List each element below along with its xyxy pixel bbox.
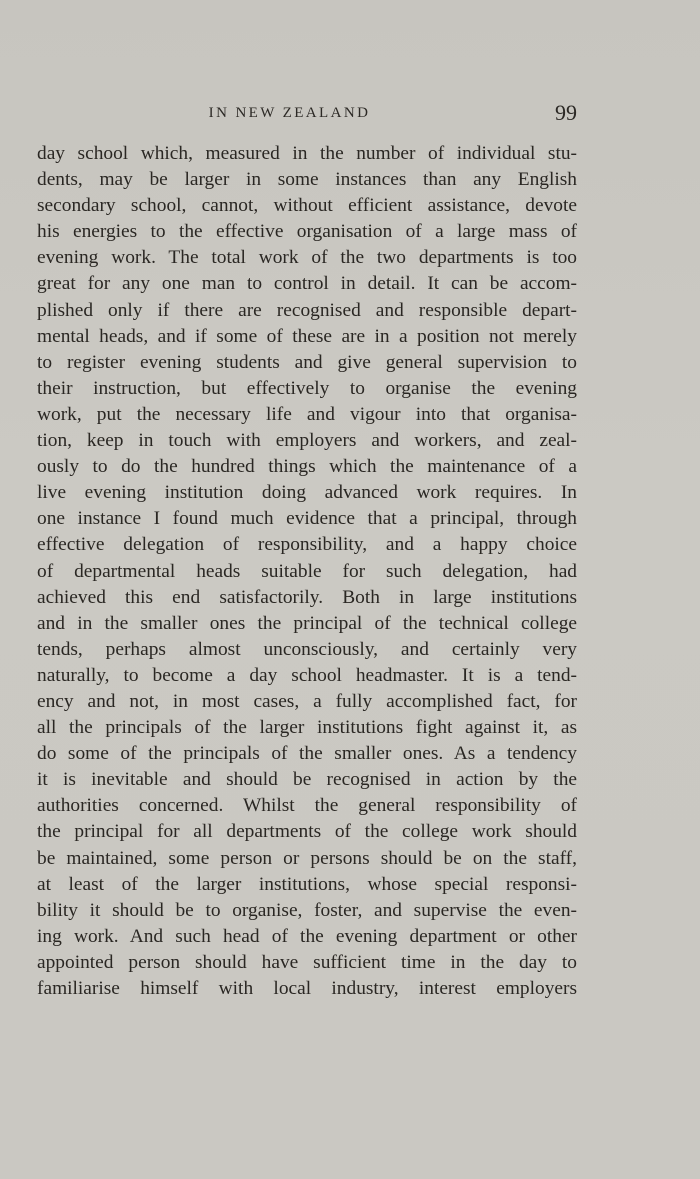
text-line: and in the smaller ones the principal of the technical college (37, 612, 577, 634)
text-line: plished only if there are recognised and responsible depart- (37, 299, 577, 321)
text-line: dents, may be larger in some instances than any English (37, 169, 577, 191)
text-line: naturally, to become a day school headmaster. It is a tend- (37, 664, 577, 686)
text-line: of departmental heads suitable for such delegation, had (37, 560, 577, 582)
text-line: be maintained, some person or persons should be on the staff, (37, 847, 577, 869)
text-line: secondary school, cannot, without efficient assistance, devote (37, 195, 577, 217)
running-title: IN NEW ZEALAND (208, 105, 371, 121)
text-line: achieved this end satisfactorily. Both in large institutions (37, 586, 577, 608)
text-line: bility it should be to organise, foster, and supervise the even- (37, 899, 577, 921)
text-line: the principal for all departments of the college work should (37, 821, 577, 843)
text-line: it is inevitable and should be recognised in action by the (37, 769, 577, 791)
text-line: ency and not, in most cases, a fully accomplished fact, for (37, 690, 577, 712)
text-line: tends, perhaps almost unconsciously, and certainly very (37, 638, 577, 660)
text-line: his energies to the effective organisation of a large mass of (37, 221, 577, 243)
text-line: appointed person should have sufficient time in the day to (37, 951, 577, 973)
text-line: evening work. The total work of the two departments is too (37, 247, 577, 269)
body-text (37, 141, 577, 1002)
text-line: one instance I found much evidence that a principal, through (37, 508, 577, 530)
text-line: ously to do the hundred things which the maintenance of a (37, 456, 577, 478)
text-line: to register evening students and give general supervision to (37, 351, 577, 373)
text-line: effective delegation of responsibility, and a happy choice (37, 534, 577, 556)
text-line: mental heads, and if some of these are in a position not merely (37, 325, 577, 347)
text-line: tion, keep in touch with employers and workers, and zeal- (37, 430, 577, 452)
text-line: day school which, measured in the number of individual stu- (37, 143, 577, 164)
text-line: authorities concerned. Whilst the general responsibility of (37, 795, 577, 817)
running-head (37, 100, 577, 130)
text-line: live evening institution doing advanced work requires. In (37, 482, 577, 504)
text-line: work, put the necessary life and vigour into that organisa- (37, 403, 577, 425)
text-line: at least of the larger institutions, whose special responsi- (37, 873, 577, 895)
text-line: ing work. And such head of the evening department or other (37, 925, 577, 947)
page-number: 99 (555, 100, 577, 125)
text-line: all the principals of the larger institutions fight against it, as (37, 717, 577, 739)
text-line: their instruction, but effectively to organise the evening (37, 377, 577, 399)
text-line: great for any one man to control in detail. It can be accom- (37, 273, 577, 295)
text-line: do some of the principals of the smaller ones. As a tendency (37, 743, 577, 765)
text-line: familiarise himself with local industry, interest employers (37, 978, 577, 999)
